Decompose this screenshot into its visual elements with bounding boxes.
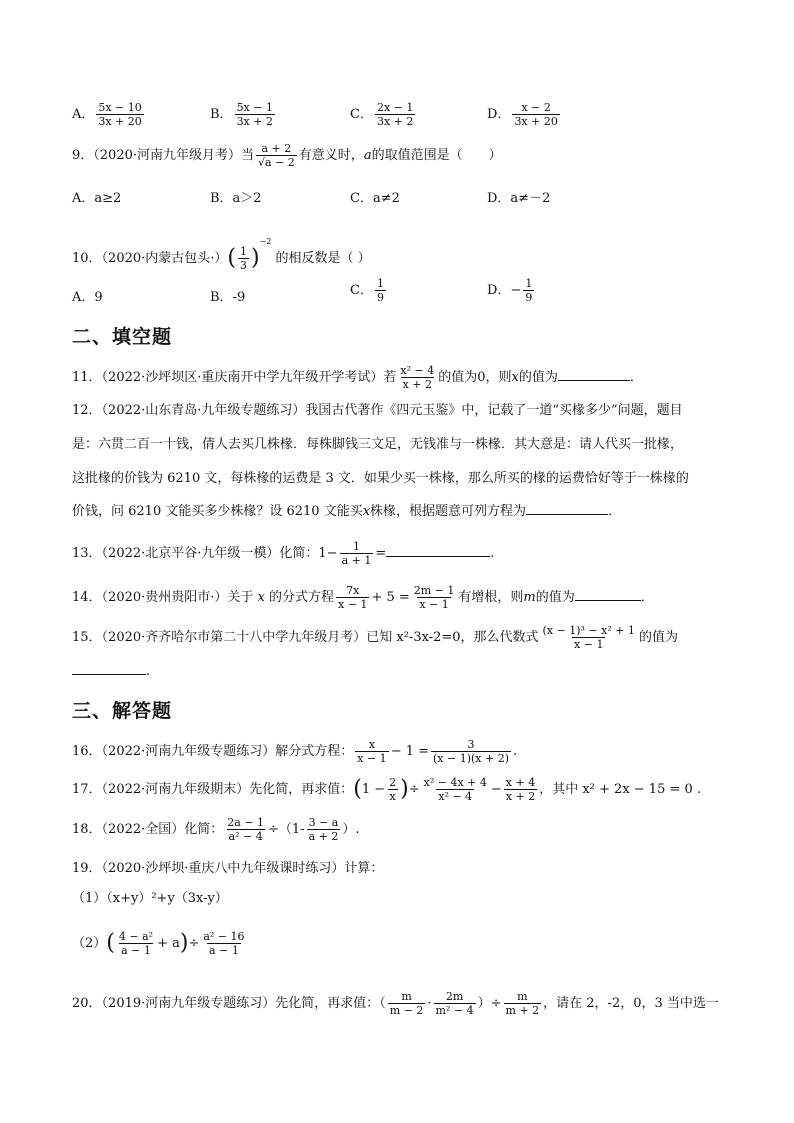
fraction: $\frac{1}{9}$ — [525, 277, 533, 304]
option-9d: D．a≠－2 — [487, 191, 551, 206]
option-8c: C． $\frac{2x - 1}{3x + 2}$ — [350, 101, 414, 128]
question-13: 13．（2022·北京平谷·九年级一模）化简：1− $\frac{1}{a + 1}$ = . — [72, 540, 495, 567]
question-10: 10．（2020·内蒙古包头·）( $\frac{1}{3}$ )$^{-2}$ 的相反数是（ ） — [72, 237, 371, 272]
fraction: $\frac{2}{x}$ — [389, 776, 397, 803]
fraction: $\frac{5x - 10}{3x + 20}$ — [98, 101, 142, 128]
fraction: $\frac{m}{m + 2}$ — [505, 990, 540, 1017]
fraction: $\frac{\text{x² − 4x + 4}}{\text{x² − 4}}$ — [423, 776, 487, 803]
option-10c: C． $\frac{1}{9}$ — [350, 277, 384, 304]
question-12-line1: 12．（2022·山东青岛·九年级专题练习）我国古代著作《四元玉鉴》中，记载了一道“买椽多少”问题，题目 — [72, 403, 683, 418]
question-12-line4: 价钱，问 6210 文能买多少株椽？设 6210 文能买x株椽，根据题意可列方程为 ． — [72, 500, 621, 521]
question-17: 17．（2022·河南九年级期末）先化简，再求值：(1 − $\frac{2}{x}$ )÷ $\frac{\text{x² − 4x + 4}}{\text{x² − 4}}$ − $\frac{x + 4}{x + 2}$ ，其中 x² + 2x − 15 = 0 . — [72, 776, 702, 803]
question-11: 11．（2022·沙坪坝区·重庆南开中学九年级开学考试）若 $\frac{\text{x² − 4}}{x + 2}$ 的值为0，则x的值为 ． — [72, 364, 643, 391]
option-9a: A．a≥2 — [72, 191, 122, 206]
fraction: $\frac{3 - a}{a + 2}$ — [308, 816, 339, 843]
answer-blank[interactable] — [558, 366, 630, 381]
option-8b: B． $\frac{5x - 1}{3x + 2}$ — [210, 101, 273, 128]
question-9: 9．（2020·河南九年级月考）当 $\frac{a + 2}{√a - 2}$ 有意义时，a的取值范围是（ ） — [72, 142, 502, 169]
fraction: $\frac{2m - 1}{x - 1}$ — [413, 584, 455, 611]
fraction: $\frac{m}{m - 2}$ — [389, 990, 424, 1017]
question-12-line3: 这批椽的价钱为 6210 文，每株椽的运费是 3 文．如果少买一株椽，那么所买的椽的运费恰好等于一株椽的 — [72, 471, 689, 486]
option-8d: D． $\frac{x - 2}{3x + 20}$ — [487, 101, 558, 128]
answer-blank[interactable] — [386, 542, 490, 557]
question-15-line2: . — [72, 660, 150, 681]
fraction: $\frac{7x}{x - 1}$ — [338, 584, 368, 611]
option-10b: B．-9 — [210, 290, 246, 305]
question-19: 19．（2020·沙坪坝·重庆八中九年级课时练习）计算： — [72, 861, 384, 876]
question-20: 20．（2019·河南九年级专题练习）先化简，再求值：（ $\frac{m}{m - 2}$ · $\frac{2m}{\text{m² − 4}}$ ）÷ $\frac{m}{m + 2}$ ，请在 2，-2，0，3 当中选一 — [72, 990, 719, 1017]
question-18: 18．（2022·全国）化简： $\frac{2a - 1}{\text{a² − 4}}$ ÷（1- $\frac{3 - a}{a + 2}$ ）. — [72, 816, 360, 843]
fraction: $\frac{x}{x - 1}$ — [357, 738, 387, 765]
section-heading: 二、填空题 — [72, 326, 173, 348]
answer-blank[interactable] — [575, 586, 641, 601]
question-12-line2: 是：六贯二百一十钱，倩人去买几株椽．每株脚钱三文足，无钱准与一株椽．其大意是：请人代买一批椽， — [72, 437, 684, 452]
fraction: $\frac{2a - 1}{\text{a² − 4}}$ — [227, 816, 265, 843]
section-heading: 三、解答题 — [72, 700, 173, 722]
fraction: $\frac{2x - 1}{3x + 2}$ — [376, 101, 414, 128]
fraction: $\frac{1}{a + 1}$ — [341, 540, 372, 567]
fraction: $\frac{\text{4 − a²}}{a - 1}$ — [118, 930, 154, 957]
fraction: $\frac{\text{(x − 1)³ − x² + 1}}{x - 1}$ — [542, 624, 635, 651]
fraction: $\frac{x + 4}{x + 2}$ — [505, 776, 536, 803]
fraction: $\frac{1}{9}$ — [376, 277, 384, 304]
question-19-part1: （1）（x+y）²+y（3x-y） — [72, 891, 228, 906]
option-9b: B．a＞2 — [210, 191, 262, 206]
question-14: 14．（2020·贵州贵阳市·）关于 x 的分式方程 $\frac{7x}{x - 1}$ + 5 = $\frac{2m - 1}{x - 1}$ 有增根，则m的值为 ． — [72, 584, 654, 611]
fraction: $\frac{a + 2}{√a - 2}$ — [258, 142, 295, 169]
answer-blank[interactable] — [526, 500, 608, 515]
option-8a — [72, 101, 146, 128]
question-19-part2: （2）( $\frac{\text{4 − a²}}{a - 1}$ + a)÷ $\frac{\text{a² − 16}}{a - 1}$ — [72, 930, 245, 957]
fraction: $\frac{2m}{\text{m² − 4}}$ — [435, 990, 474, 1017]
answer-blank[interactable] — [72, 660, 146, 675]
fraction: $\frac{\text{a² − 16}}{a - 1}$ — [203, 930, 245, 957]
option-10a: A．9 — [72, 290, 103, 305]
fraction: $\frac{5x - 1}{3x + 2}$ — [236, 101, 273, 128]
fraction: $\frac{3}{(x - 1)(x + 2)}$ — [433, 738, 510, 765]
fraction: $\frac{\text{x² − 4}}{x + 2}$ — [400, 364, 435, 391]
option-9c: C．a≠2 — [350, 191, 400, 206]
question-15: 15．（2020·齐齐哈尔市第二十八中学九年级月考）已知 x²-3x-2=0，那么代数式 $\frac{\text{(x − 1)³ − x² + 1}}{x - 1}$ 的值为 — [72, 624, 678, 651]
fraction: $\frac{1}{3}$ — [240, 245, 247, 272]
option-10d: D．− $\frac{1}{9}$ — [487, 277, 533, 304]
option-label: A． — [72, 107, 95, 122]
question-16: 16．（2022·河南九年级专题练习）解分式方程： $\frac{x}{x - 1}$ − 1 = $\frac{3}{(x - 1)(x + 2)}$ . — [72, 738, 518, 765]
fraction: $\frac{x - 2}{3x + 20}$ — [514, 101, 558, 128]
